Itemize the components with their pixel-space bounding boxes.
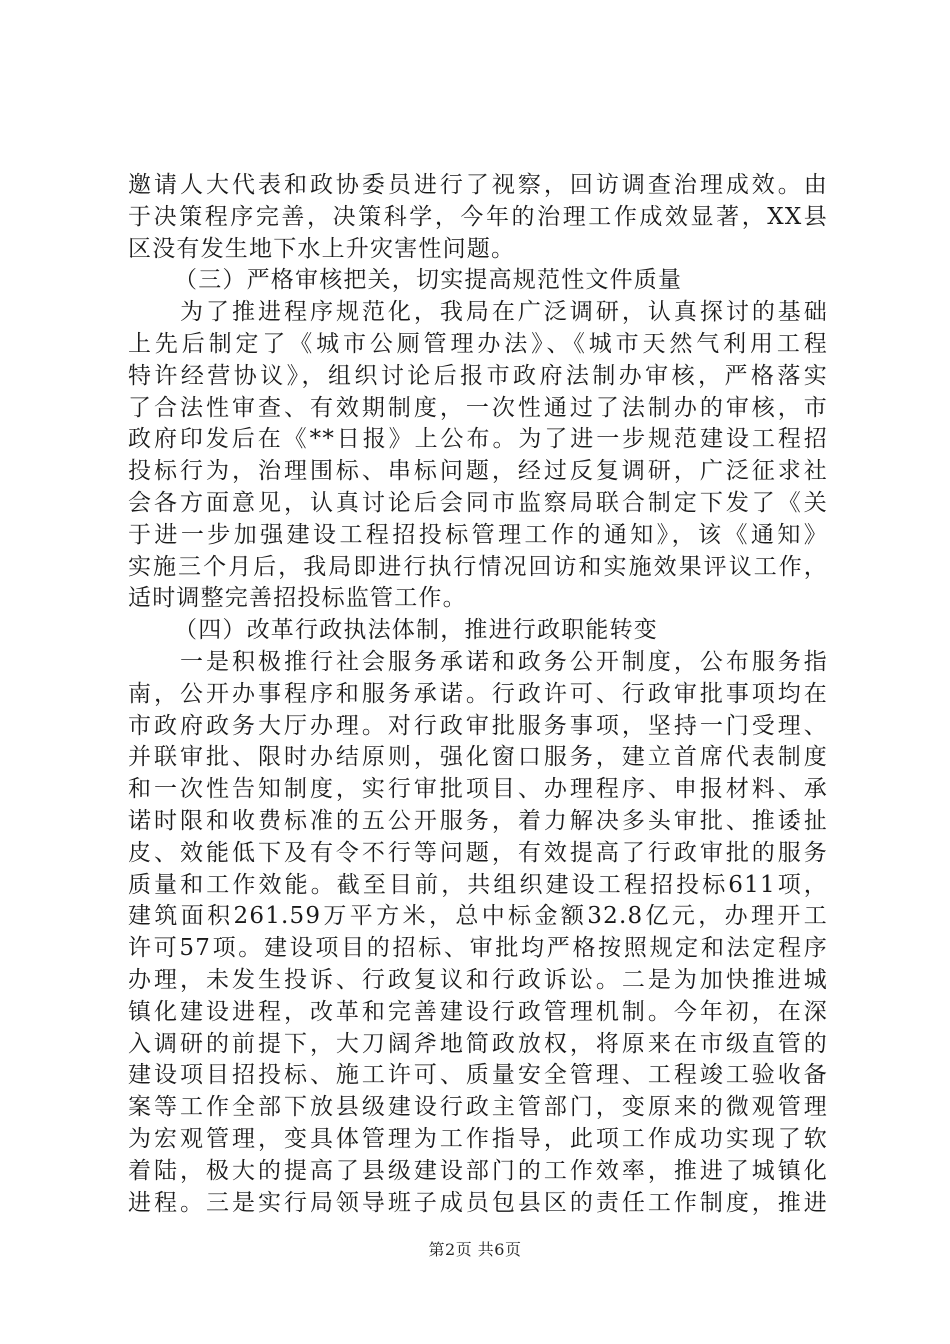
text-line: 并联审批、限时办结原则，强化窗口服务，建立首席代表制度 — [128, 744, 828, 771]
section-heading: （四）改革行政执法体制，推进行政职能转变 — [174, 617, 658, 644]
page-number-footer: 第2页 共6页 — [428, 1240, 522, 1259]
section-heading: （三）严格审核把关，切实提高规范性文件质量 — [174, 267, 683, 294]
text-line: 投标行为，治理围标、串标问题，经过反复调研，广泛征求社 — [128, 458, 828, 485]
text-line: 适时调整完善招投标监管工作。 — [128, 585, 467, 612]
text-line: 皮、效能低下及有令不行等问题，有效提高了行政审批的服务 — [128, 839, 828, 866]
text-line: 镇化建设进程，改革和完善建设行政管理机制。今年初，在深 — [128, 998, 828, 1025]
text-line: 邀请人大代表和政协委员进行了视察，回访调查治理成效。由 — [128, 172, 828, 198]
text-line: 质量和工作效能。截至目前，共组织建设工程招投标611项， — [128, 871, 828, 898]
text-line: 实施三个月后，我局即进行执行情况回访和实施效果评议工作， — [128, 553, 828, 580]
text-line: 入调研的前提下，大刀阔斧地简政放权，将原来在市级直管的 — [128, 1030, 828, 1057]
text-line: 进程。三是实行局领导班子成员包县区的责任工作制度，推进 — [128, 1189, 828, 1216]
text-line: 区没有发生地下水上升灾害性问题。 — [128, 235, 516, 262]
text-line: 上先后制定了《城市公厕管理办法》、《城市天然气利用工程 — [128, 330, 828, 357]
text-line: 着陆，极大的提高了县级建设部门的工作效率，推进了城镇化 — [128, 1157, 828, 1184]
text-line: 诺时限和收费标准的五公开服务，着力解决多头审批、推诿扯 — [128, 807, 828, 834]
text-line: 特许经营协议》，组织讨论后报市政府法制办审核，严格落实 — [128, 362, 828, 389]
text-line: 办理，未发生投诉、行政复议和行政诉讼。二是为加快推进城 — [128, 966, 828, 993]
text-line: 建设项目招投标、施工许可、质量安全管理、工程竣工验收备 — [128, 1062, 828, 1089]
text-line: 政府印发后在《**日报》上公布。为了进一步规范建设工程招 — [128, 426, 828, 453]
text-line: 南，公开办事程序和服务承诺。行政许可、行政审批事项均在 — [128, 680, 828, 707]
text-line: 为了推进程序规范化，我局在广泛调研，认真探讨的基础 — [180, 299, 828, 326]
text-line: 为宏观管理，变具体管理为工作指导，此项工作成功实现了软 — [128, 1125, 828, 1152]
text-line: 于决策程序完善，决策科学，今年的治理工作成效显著，XX县 — [128, 203, 828, 230]
text-line: 了合法性审查、有效期制度，一次性通过了法制办的审核，市 — [128, 394, 828, 421]
text-line: 市政府政务大厅办理。对行政审批服务事项，坚持一门受理、 — [128, 712, 828, 739]
text-line: 于进一步加强建设工程招投标管理工作的通知》，该《通知》 — [128, 521, 828, 548]
text-line: 一是积极推行社会服务承诺和政务公开制度，公布服务指 — [180, 648, 828, 675]
document-body — [128, 170, 828, 1219]
text-line: 许可57项。建设项目的招标、审批均严格按照规定和法定程序 — [128, 935, 828, 962]
text-line: 和一次性告知制度，实行审批项目、办理程序、申报材料、承 — [128, 776, 828, 803]
text-line: 建筑面积261.59万平方米，总中标金额32.8亿元，办理开工 — [128, 903, 828, 930]
text-line: 案等工作全部下放县级建设行政主管部门，变原来的微观管理 — [128, 1094, 828, 1121]
text-line: 会各方面意见，认真讨论后会同市监察局联合制定下发了《关 — [128, 489, 828, 516]
